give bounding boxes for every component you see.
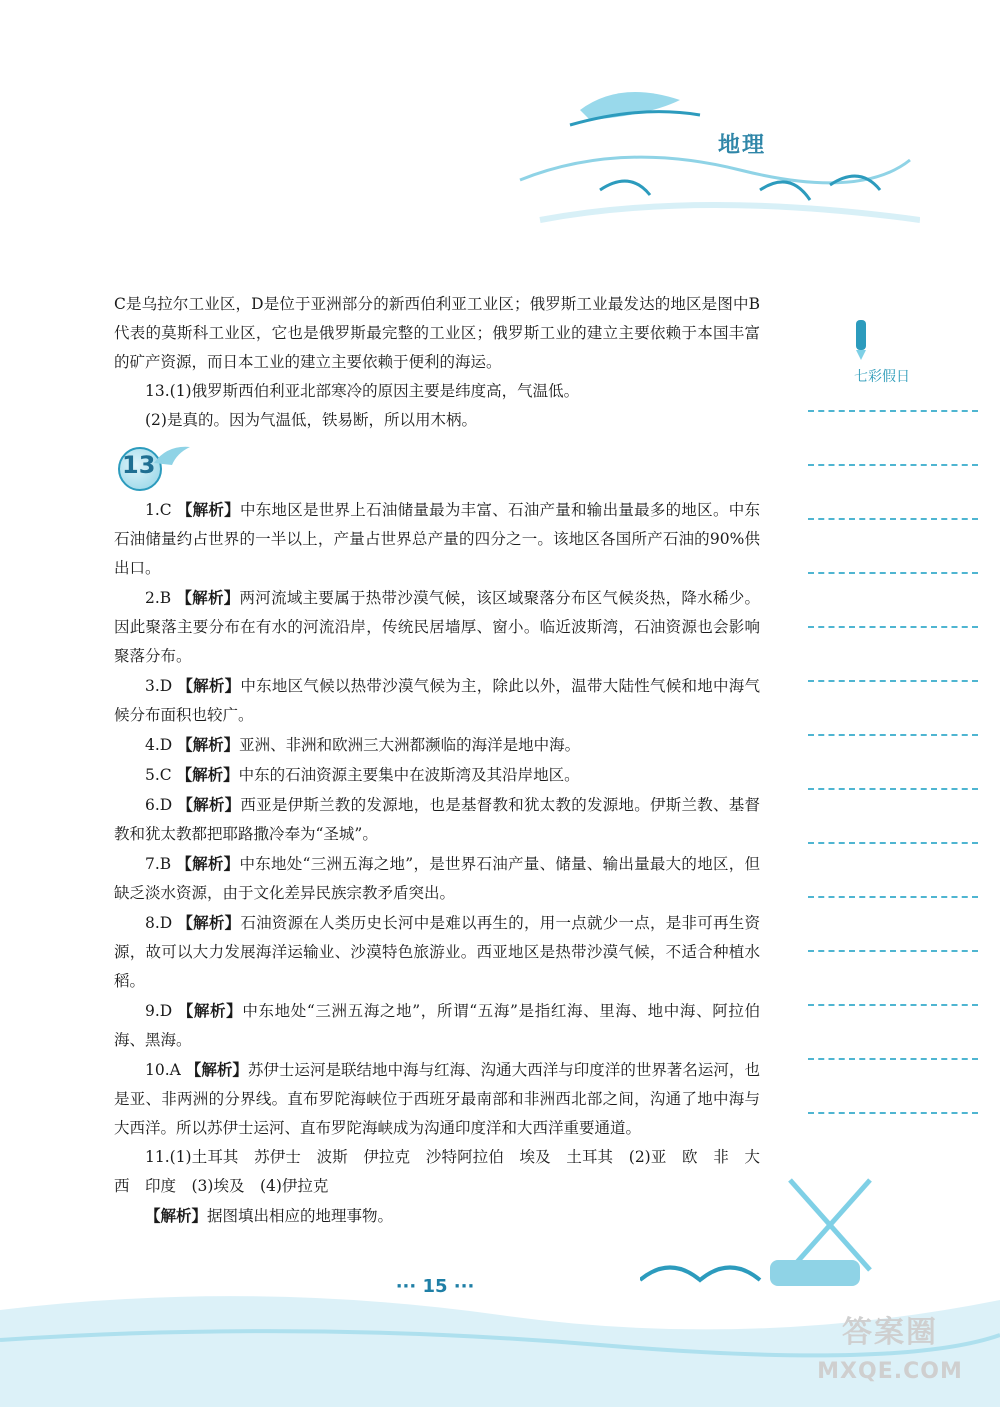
answer-item	[114, 760, 760, 790]
answer-head: 3.D	[145, 677, 173, 695]
note-line	[808, 788, 978, 790]
answer-text: 苏伊士运河是联结地中海与红海、沟通大西洋与印度洋的世界著名运河，也是亚、非两洲的分界线。直布罗陀海峡位于西班牙最南部和非洲西北部之间，沟通了地中海与大西洋。所以苏伊士运河、直布罗陀海峡成为沟通印度洋和大西洋重要通道。	[114, 1061, 760, 1137]
analysis-tag: 【解析】	[145, 1206, 208, 1225]
intro-paragraph: C是乌拉尔工业区，D是位于亚洲部分的新西伯利亚工业区；俄罗斯工业最发达的地区是图中B代表的莫斯科工业区，它也是俄罗斯最完整的工业区；俄罗斯工业的建立主要依赖于本国丰富的矿产资源，而日本工业的建立主要依赖于便利的海运。	[114, 295, 760, 371]
answer-item	[114, 730, 760, 760]
answer-text: 西亚是伊斯兰教的发源地，也是基督教和犹太教的发源地。伊斯兰教、基督教和犹太教都把耶路撒冷奉为“圣城”。	[114, 796, 760, 843]
note-line	[808, 950, 978, 952]
section-badge	[118, 443, 192, 489]
subject-title: 地理	[718, 133, 767, 158]
analysis-tag: 【解析】	[176, 854, 240, 873]
answer-head: 4.D	[145, 736, 173, 754]
note-line	[808, 842, 978, 844]
answer-head: 10.A	[145, 1061, 181, 1079]
analysis-tag: 【解析】	[177, 676, 241, 695]
note-line	[808, 1058, 978, 1060]
q11-answer: 11.(1)土耳其 苏伊士 波斯 伊拉克 沙特阿拉伯 埃及 土耳其 (2)亚 欧 非 大西 印度 (3)埃及 (4)伊拉克	[114, 1148, 760, 1195]
footer-decoration	[640, 1160, 900, 1310]
answer-head: 5.C	[145, 766, 172, 784]
analysis-tag: 【解析】	[177, 1001, 243, 1020]
header-decoration	[500, 70, 920, 240]
answer-head: 2.B	[145, 589, 172, 607]
answer-head: 1.C	[145, 501, 172, 519]
wing-icon	[152, 443, 192, 473]
answer-item	[114, 996, 760, 1055]
answer-text: 中东地区气候以热带沙漠气候为主，除此以外，温带大陆性气候和地中海气候分布面积也较广。	[114, 677, 760, 724]
analysis-tag: 【解析】	[176, 765, 239, 784]
answer-text: 两河流域主要属于热带沙漠气候，该区域聚落分布区气候炎热，降水稀少。因此聚落主要分布在有水的河流沿岸，传统民居墙厚、窗小。临近波斯湾，石油资源也会影响聚落分布。	[114, 589, 760, 665]
answer-text: 石油资源在人类历史长河中是难以再生的，用一点就少一点，是非可再生资源，故可以大力发展海洋运输业、沙漠特色旅游业。西亚地区是热带沙漠气候，不适合种植水稻。	[114, 914, 760, 990]
note-line	[808, 518, 978, 520]
pen-icon	[848, 318, 874, 362]
answer-head: 6.D	[145, 796, 173, 814]
answer-item	[114, 583, 760, 671]
watermark	[790, 1312, 990, 1402]
answer-item	[114, 495, 760, 583]
answer-item	[114, 671, 760, 730]
analysis-text: 据图填出相应的地理事物。	[207, 1207, 394, 1225]
analysis-tag: 【解析】	[176, 500, 240, 519]
answer-item	[114, 790, 760, 849]
q13-part2: (2)是真的。因为气温低，铁易断，所以用木柄。	[145, 411, 477, 429]
watermark-site: MXQE.COM	[817, 1359, 963, 1384]
answer-item	[114, 849, 760, 908]
note-line	[808, 464, 978, 466]
analysis-tag: 【解析】	[177, 735, 240, 754]
watermark-logo: 答案圈	[842, 1315, 938, 1350]
note-line	[808, 680, 978, 682]
answer-head: 9.D	[145, 1002, 173, 1020]
note-line	[808, 626, 978, 628]
answer-content	[114, 290, 760, 1231]
page-number: ··· 15 ···	[395, 1276, 475, 1297]
answer-text: 亚洲、非洲和欧洲三大洲都濒临的海洋是地中海。	[239, 736, 581, 754]
note-line	[808, 410, 978, 412]
answer-text: 中东地处“三洲五海之地”，所谓“五海”是指红海、里海、地中海、阿拉伯海、黑海。	[114, 1002, 760, 1049]
q13-part1: 13.(1)俄罗斯西伯利亚北部寒冷的原因主要是纬度高，气温低。	[145, 382, 580, 400]
note-line	[808, 1112, 978, 1114]
note-line	[808, 896, 978, 898]
section-number: 13	[122, 451, 156, 479]
answer-text: 中东地处“三洲五海之地”，是世界石油产量、储量、输出量最大的地区，但缺乏淡水资源，由于文化差异民族宗教矛盾突出。	[114, 855, 760, 902]
answer-text: 中东的石油资源主要集中在波斯湾及其沿岸地区。	[238, 766, 580, 784]
analysis-tag: 【解析】	[177, 913, 241, 932]
answer-item	[114, 1055, 760, 1143]
sidebar-label: 七彩假日	[854, 369, 910, 385]
analysis-tag: 【解析】	[185, 1060, 248, 1079]
answer-text: 中东地区是世界上石油储量最为丰富、石油产量和输出量最多的地区。中东石油储量约占世界的一半以上，产量占世界总产量的四分之一。该地区各国所产石油的90%供出口。	[114, 501, 760, 577]
note-line	[808, 572, 978, 574]
analysis-tag: 【解析】	[176, 588, 240, 607]
answer-head: 8.D	[145, 914, 173, 932]
answer-item	[114, 908, 760, 996]
note-line	[808, 1004, 978, 1006]
note-line	[808, 734, 978, 736]
answer-head: 7.B	[145, 855, 172, 873]
analysis-tag: 【解析】	[177, 795, 241, 814]
